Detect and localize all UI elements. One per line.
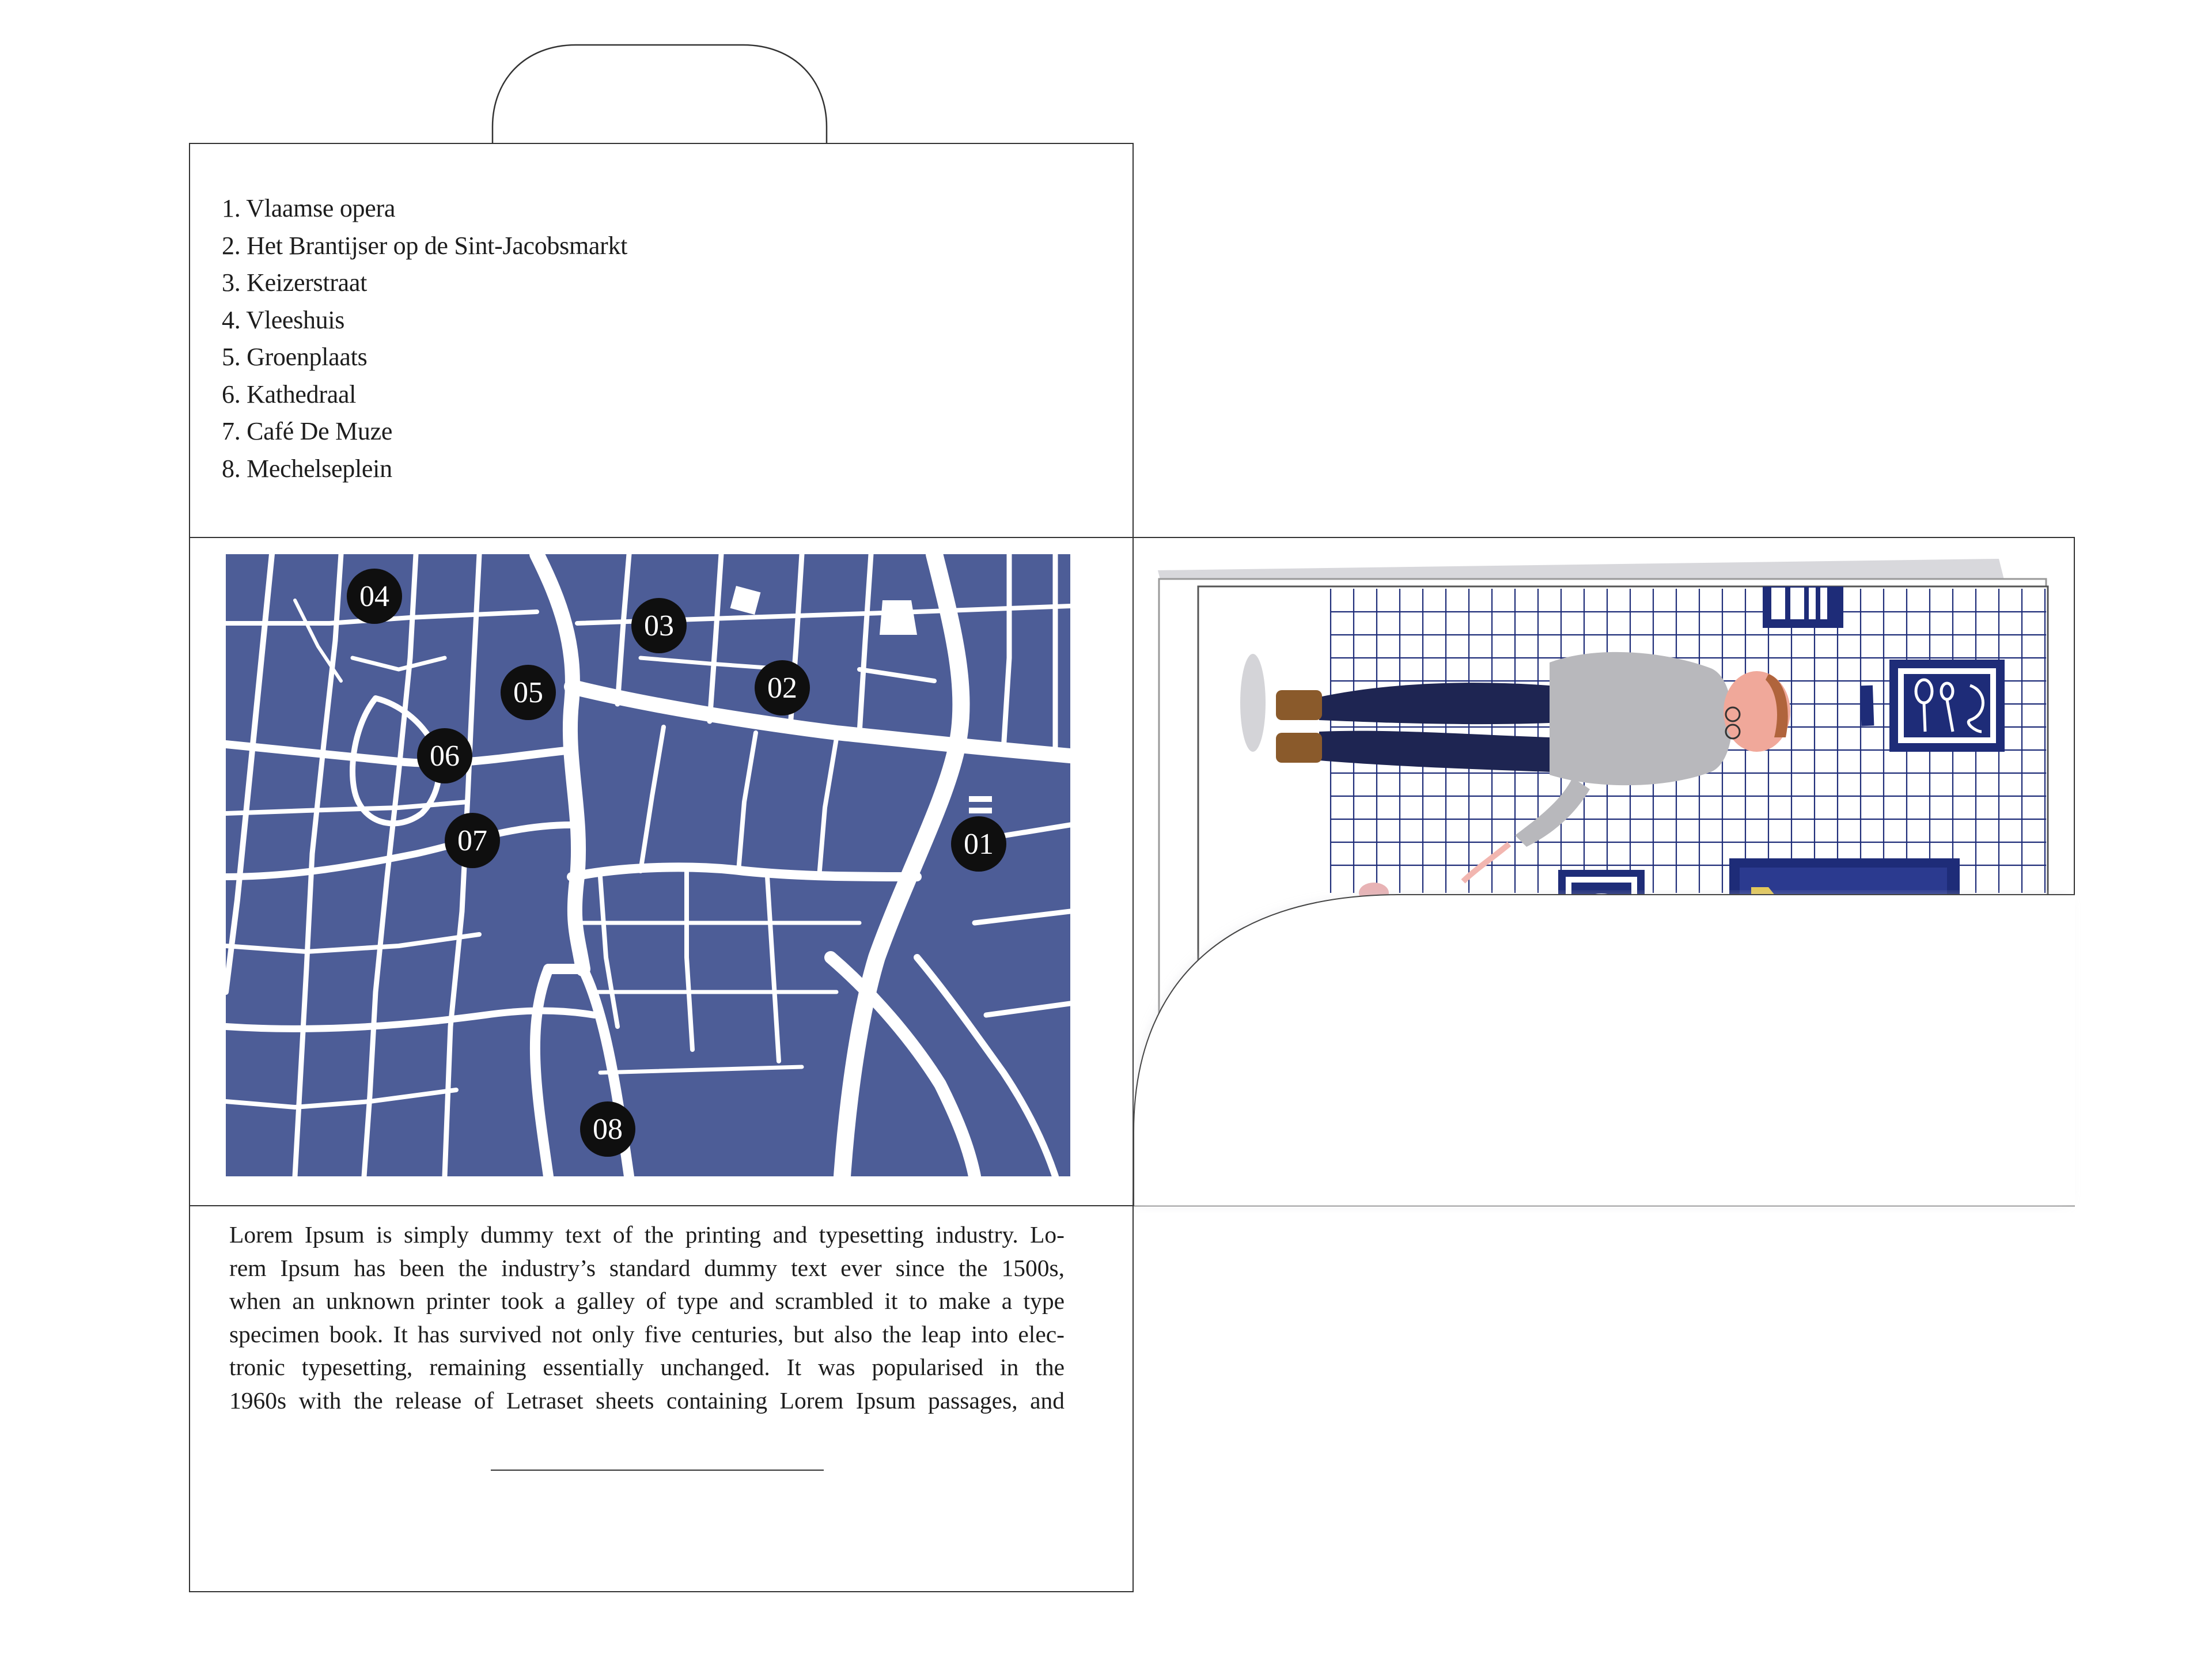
legend-item: 8. Mechelseplein — [222, 454, 392, 483]
map-marker-label: 01 — [964, 828, 994, 861]
city-map — [226, 554, 1070, 1176]
map-marker-04[interactable] — [347, 569, 402, 624]
description-line: tronic typesetting, remaining essentially unchanged. It was popularised in the — [229, 1354, 1065, 1380]
description-line: rem Ipsum has been the industry’s standard dummy text ever since the 1500s, — [229, 1254, 1065, 1281]
legend-item: 7. Café De Muze — [222, 417, 393, 445]
map-marker-label: 03 — [644, 609, 674, 642]
bag-handle — [490, 40, 830, 147]
map-marker-label: 08 — [593, 1113, 623, 1146]
description-text — [229, 1218, 1065, 1417]
map-marker-02[interactable] — [755, 660, 810, 715]
legend-item: 6. Kathedraal — [222, 380, 357, 408]
map-marker-label: 02 — [767, 672, 797, 705]
legend-item: 5. Groenplaats — [222, 343, 368, 371]
legend-item: 4. Vleeshuis — [222, 305, 345, 334]
map-marker-label: 05 — [513, 676, 543, 709]
legend-item: 2. Het Brantijser op de Sint-Jacobsmarkt — [222, 231, 628, 260]
description-line: Lorem Ipsum is simply dummy text of the printing and typesetting industry. Lo- — [229, 1221, 1065, 1248]
map-marker-03[interactable] — [631, 598, 687, 653]
description-line: 1960s with the release of Letraset sheets containing Lorem Ipsum passages, and — [229, 1387, 1065, 1414]
map-marker-08[interactable] — [580, 1101, 635, 1157]
map-marker-07[interactable] — [445, 813, 500, 868]
description-line: when an unknown printer took a galley of type and scrambled it to make a type — [229, 1288, 1065, 1314]
legend-item: 3. Keizerstraat — [222, 268, 368, 297]
map-marker-label: 07 — [457, 824, 487, 857]
map-marker-05[interactable] — [501, 665, 556, 720]
map-marker-label: 04 — [359, 580, 389, 613]
location-legend — [222, 190, 627, 487]
description-line: specimen book. It has survived not only five centuries, but also the leap into elec- — [229, 1320, 1065, 1347]
map-marker-01[interactable] — [951, 816, 1006, 872]
legend-item: 1. Vlaamse opera — [222, 194, 396, 222]
map-marker-label: 06 — [430, 740, 460, 773]
divider-rule — [491, 1470, 824, 1471]
pocket-flap — [1132, 890, 2164, 1213]
map-marker-06[interactable] — [417, 728, 472, 783]
